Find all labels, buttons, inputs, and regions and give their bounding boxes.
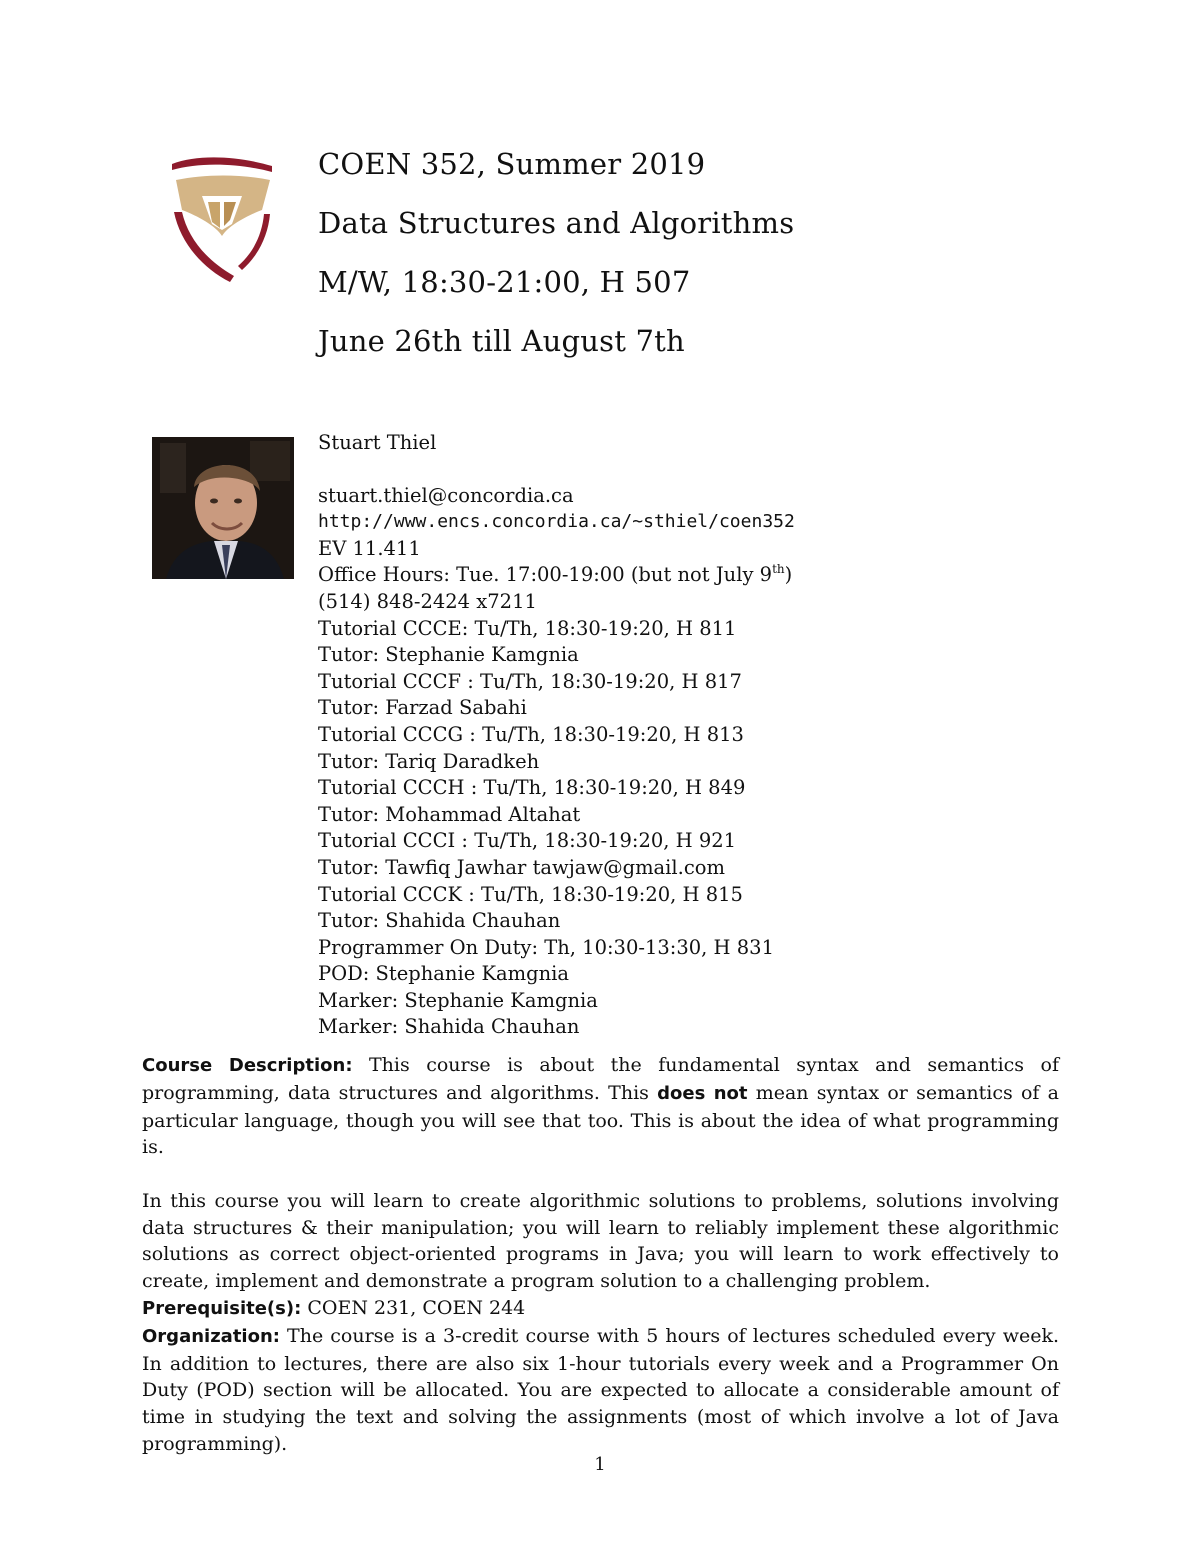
instructor-name: Stuart Thiel [318, 431, 437, 454]
prerequisites-text: COEN 231, COEN 244 [301, 1296, 526, 1319]
contact-info [318, 430, 795, 1041]
organization [142, 1323, 1059, 1458]
organization-label: Organization: [142, 1325, 280, 1347]
course-body [142, 1052, 1059, 1458]
office-hours [318, 562, 795, 589]
course-title: Data Structures and Algorithms [318, 206, 795, 240]
course-description [142, 1052, 1059, 1161]
staff-line: Tutor: Farzad Sabahi [318, 696, 527, 720]
course-code-term: COEN 352, Summer 2019 [318, 147, 706, 181]
office-hours-text: Office Hours: Tue. 17:00-19:00 (but not July 9 [318, 563, 773, 587]
instructor-email[interactable]: stuart.thiel@concordia.ca [318, 483, 574, 507]
office-hours-superscript: th [772, 562, 785, 577]
course-header [318, 135, 794, 371]
phone-number: (514) 848-2424 x7211 [318, 589, 537, 613]
page-number: 1 [594, 1454, 606, 1475]
office-hours-close: ) [784, 563, 793, 587]
university-logo [168, 150, 276, 288]
prerequisites-label: Prerequisite(s): [142, 1297, 302, 1319]
staff-line: Tutorial CCCH : Tu/Th, 18:30-19:20, H 849 [318, 776, 746, 800]
course-dates: June 26th till August 7th [318, 324, 685, 358]
staff-line: Marker: Shahida Chauhan [318, 1015, 580, 1039]
lecture-schedule: M/W, 18:30-21:00, H 507 [318, 265, 691, 299]
staff-line: Tutorial CCCK : Tu/Th, 18:30-19:20, H 815 [318, 882, 743, 906]
staff-line: Programmer On Duty: Th, 10:30-13:30, H 831 [318, 935, 774, 959]
course-objectives: In this course you will learn to create algorithmic solutions to problems, solutions involving data structures & their manipulation; you will learn to reliably implement these algorithmic solutions as correct object-oriented programs in Java; you will learn to work effectively to create, implement and demonstrate a program solution to a challenging problem. [142, 1189, 1059, 1293]
course-description-emphasis: does not [657, 1082, 748, 1104]
staff-line: Tutorial CCCG : Tu/Th, 18:30-19:20, H 813 [318, 722, 744, 746]
course-description-label: Course Description: [142, 1055, 353, 1076]
staff-line: Tutor: Tawfiq Jawhar tawjaw@gmail.com [318, 855, 726, 879]
staff-line: Tutor: Shahida Chauhan [318, 909, 561, 933]
prerequisites [142, 1295, 1059, 1323]
staff-line: Tutor: Tariq Daradkeh [318, 749, 540, 773]
staff-line: Marker: Stephanie Kamgnia [318, 988, 598, 1012]
staff-line: Tutorial CCCF : Tu/Th, 18:30-19:20, H 817 [318, 669, 742, 693]
course-website-link[interactable]: http://www.encs.concordia.ca/~sthiel/coen352 [318, 511, 795, 533]
staff-line: Tutorial CCCI : Tu/Th, 18:30-19:20, H 921 [318, 829, 737, 853]
staff-line: Tutor: Mohammad Altahat [318, 802, 581, 826]
staff-line: POD: Stephanie Kamgnia [318, 962, 570, 986]
staff-line: Tutorial CCCE: Tu/Th, 18:30-19:20, H 811 [318, 616, 737, 640]
spacer [318, 457, 795, 483]
staff-line: Tutor: Stephanie Kamgnia [318, 643, 579, 667]
course-description-text: This course is about the fundamental syntax and semantics of programming, data structures and algorithms. This [142, 1054, 1059, 1104]
office-location: EV 11.411 [318, 536, 421, 560]
organization-text: The course is a 3-credit course with 5 hours of lectures scheduled every week. In addition to lectures, there are also six 1-hour tutorials every week and a Programmer On Duty (POD) section will be allocated. You are expected to allocate a considerable amount of time in studying the text and solving the assignments (most of which involve a lot of Java programming). [142, 1324, 1059, 1455]
course-description-text-end: mean syntax or semantics of a particular language, though you will see that too. This is about the idea of what programming is. [142, 1081, 1059, 1159]
instructor-photo [152, 437, 294, 579]
